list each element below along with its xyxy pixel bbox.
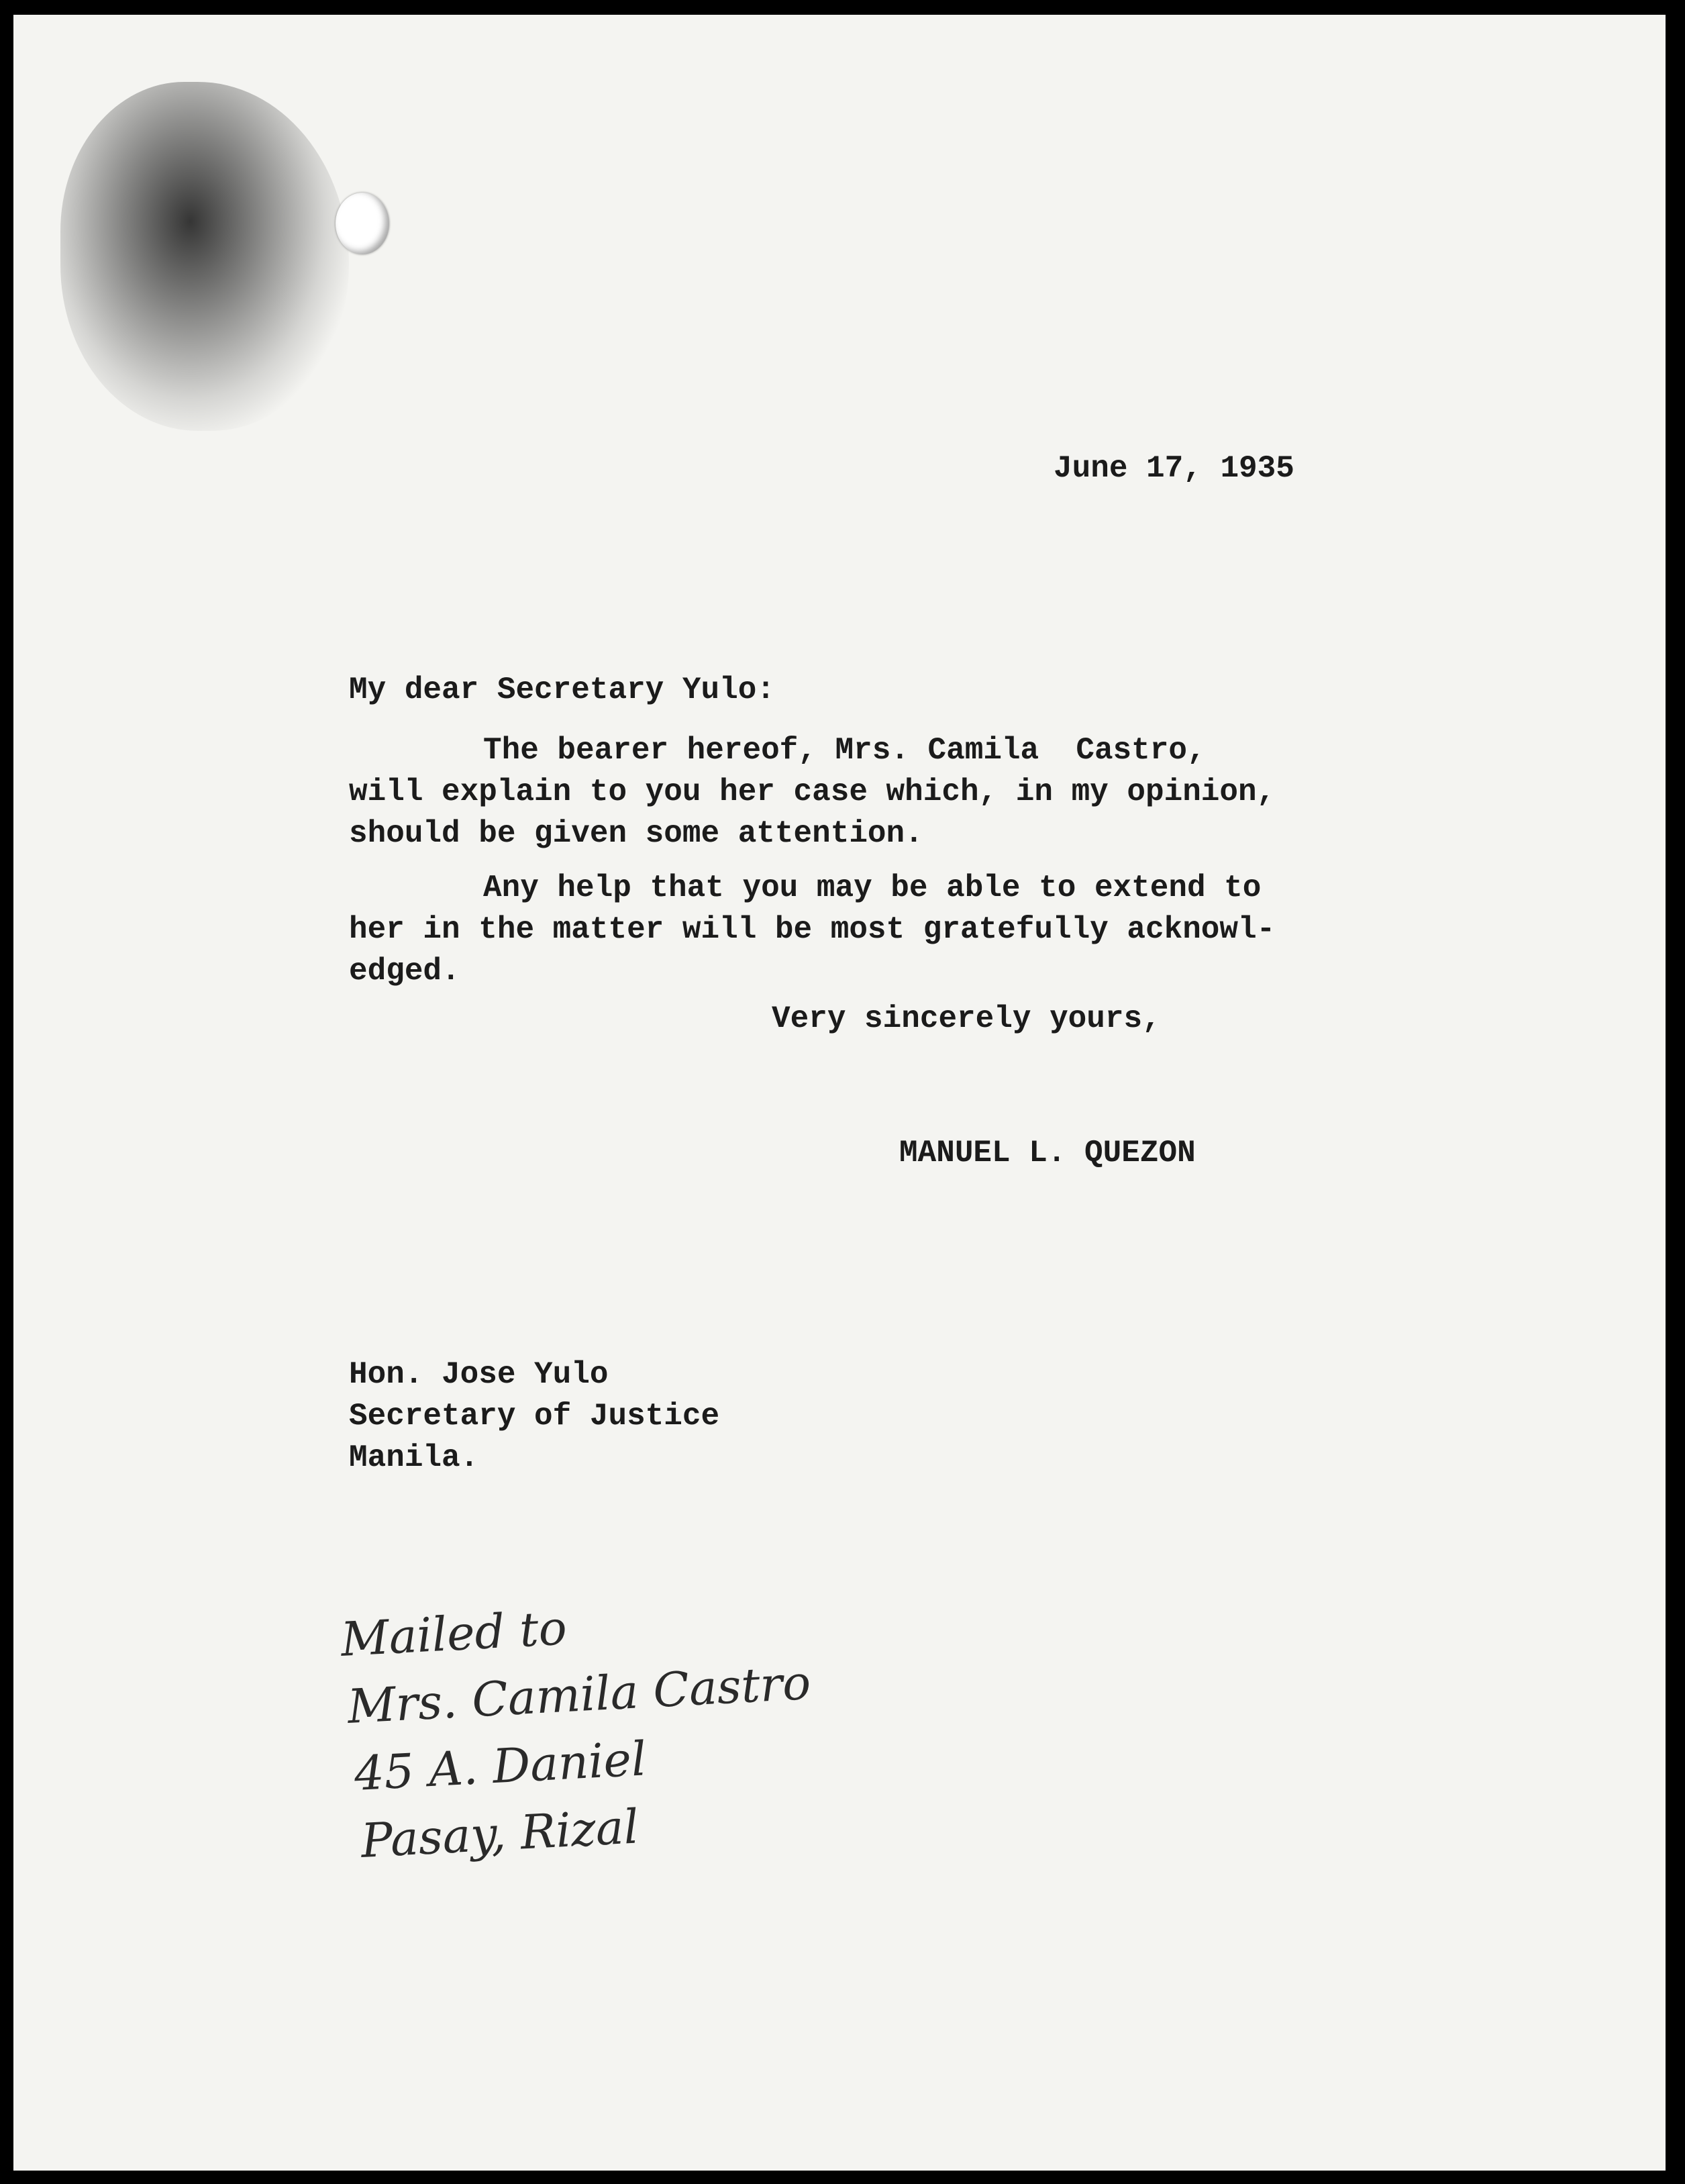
paragraph-2-line-3: edged.: [349, 954, 460, 989]
letter-date: June 17, 1935: [1054, 451, 1294, 486]
recipient-city: Manila.: [349, 1440, 479, 1475]
recipient-block: [349, 1354, 719, 1479]
handwritten-line-1: Mailed to: [339, 1600, 568, 1667]
handwritten-line-4: Pasay, Rizal: [359, 1799, 640, 1869]
paragraph-1-line-3: should be given some attention.: [349, 816, 923, 851]
punch-hole: [336, 193, 389, 254]
ink-stain: [60, 82, 349, 431]
letter-page: [13, 15, 1666, 2171]
paragraph-1: [349, 730, 1275, 854]
handwritten-line-3: 45 A. Daniel: [352, 1731, 648, 1801]
closing: Very sincerely yours,: [772, 1001, 1161, 1036]
signature: MANUEL L. QUEZON: [899, 1136, 1196, 1171]
paragraph-2-line-2: her in the matter will be most gratefully acknowl-: [349, 912, 1276, 947]
paragraph-2-line-1: Any help that you may be able to extend to: [483, 871, 1262, 905]
handwritten-line-2: Mrs. Camila Castro: [346, 1654, 813, 1734]
recipient-title: Secretary of Justice: [349, 1399, 720, 1434]
salutation: My dear Secretary Yulo:: [349, 673, 775, 707]
paragraph-2: [349, 867, 1275, 992]
handwritten-note: [327, 1600, 931, 1907]
paragraph-1-line-1: The bearer hereof, Mrs. Camila Castro,: [483, 733, 1206, 768]
recipient-name: Hon. Jose Yulo: [349, 1357, 609, 1392]
paragraph-1-line-2: will explain to you her case which, in my opinion,: [349, 775, 1276, 809]
